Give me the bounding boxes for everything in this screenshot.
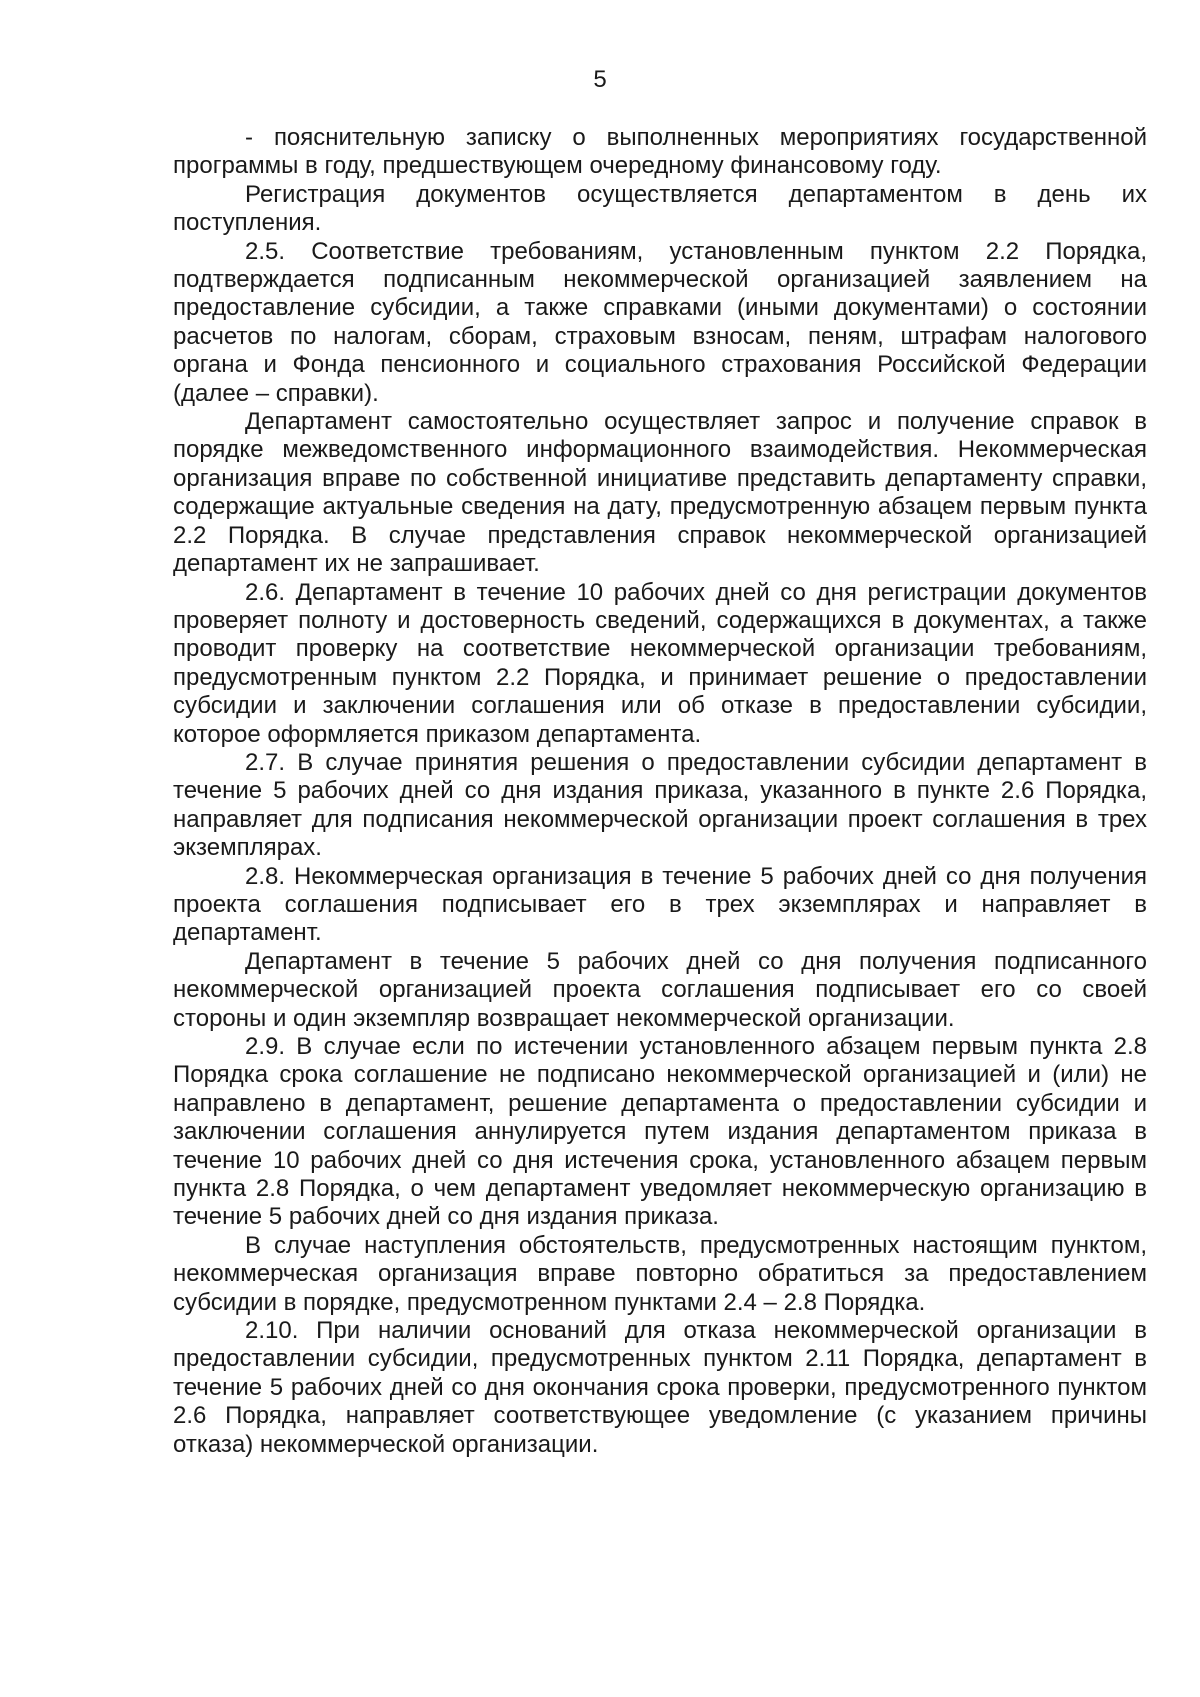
page-number: 5 (593, 66, 607, 93)
paragraph: Регистрация документов осуществляется департаментом в день их поступления. (173, 180, 1147, 237)
paragraph: 2.10. При наличии оснований для отказа некоммерческой организации в предоставлении субсидии, предусмотренных пунктом 2.11 Порядка, департамент в течение 5 рабочих дней со дня окончания срока проверки, предусмотренного пунктом 2.6 Порядка, направляет соответствующее уведомление (с указанием причины отказа) некоммерческой организации. (173, 1317, 1147, 1458)
paragraph: 2.7. В случае принятия решения о предоставлении субсидии департамент в течение 5 рабочих дней со дня издания приказа, указанного в пункте 2.6 Порядка, направляет для подписания некоммерческой организации проект соглашения в трех экземплярах. (173, 748, 1147, 862)
paragraph: 2.6. Департамент в течение 10 рабочих дней со дня регистрации документов проверяет полноту и достоверность сведений, содержащихся в документах, а также проводит проверку на соответствие некоммерческой организации требованиям, предусмотренным пунктом 2.2 Порядка, и принимает решение о предоставлении субсидии и заключении соглашения или об отказе в предоставлении субсидии, которое оформляется приказом департамента. (173, 578, 1147, 748)
paragraph: В случае наступления обстоятельств, предусмотренных настоящим пунктом, некоммерческая организация вправе повторно обратиться за предоставлением субсидии в порядке, предусмотренном пунктами 2.4 – 2.8 Порядка. (173, 1231, 1147, 1316)
paragraph: Департамент в течение 5 рабочих дней со дня получения подписанного некоммерческой организацией проекта соглашения подписывает его со своей стороны и один экземпляр возвращает некоммерческой организации. (173, 947, 1147, 1032)
document-body (173, 124, 1147, 1459)
paragraph: 2.9. В случае если по истечении установленного абзацем первым пункта 2.8 Порядка срока соглашение не подписано некоммерческой организацией и (или) не направлено в департамент, решение департамента о предоставлении субсидии и заключении соглашения аннулируется путем издания департаментом приказа в течение 10 рабочих дней со дня истечения срока, установленного абзацем первым пункта 2.8 Порядка, о чем департамент уведомляет некоммерческую организацию в течение 5 рабочих дней со дня издания приказа. (173, 1033, 1147, 1231)
paragraph: Департамент самостоятельно осуществляет запрос и получение справок в порядке межведомственного информационного взаимодействия. Некоммерческая организация вправе по собственной инициативе представить департаменту справки, содержащие актуальные сведения на дату, предусмотренную абзацем первым пункта 2.2 Порядка. В случае представления справок некоммерческой организацией департамент их не запрашивает. (173, 408, 1147, 578)
paragraph: 2.5. Соответствие требованиям, установленным пунктом 2.2 Порядка, подтверждается подписанным некоммерческой организацией заявлением на предоставление субсидии, а также справками (иными документами) о состоянии расчетов по налогам, сборам, страховым взносам, пеням, штрафам налогового органа и Фонда пенсионного и социального страхования Российской Федерации (далее – справки). (173, 237, 1147, 407)
paragraph: - пояснительную записку о выполненных мероприятиях государственной программы в году, предшествующем очередному финансовому году. (173, 124, 1147, 180)
paragraph: 2.8. Некоммерческая организация в течение 5 рабочих дней со дня получения проекта соглашения подписывает его в трех экземплярах и направляет в департамент. (173, 862, 1147, 947)
